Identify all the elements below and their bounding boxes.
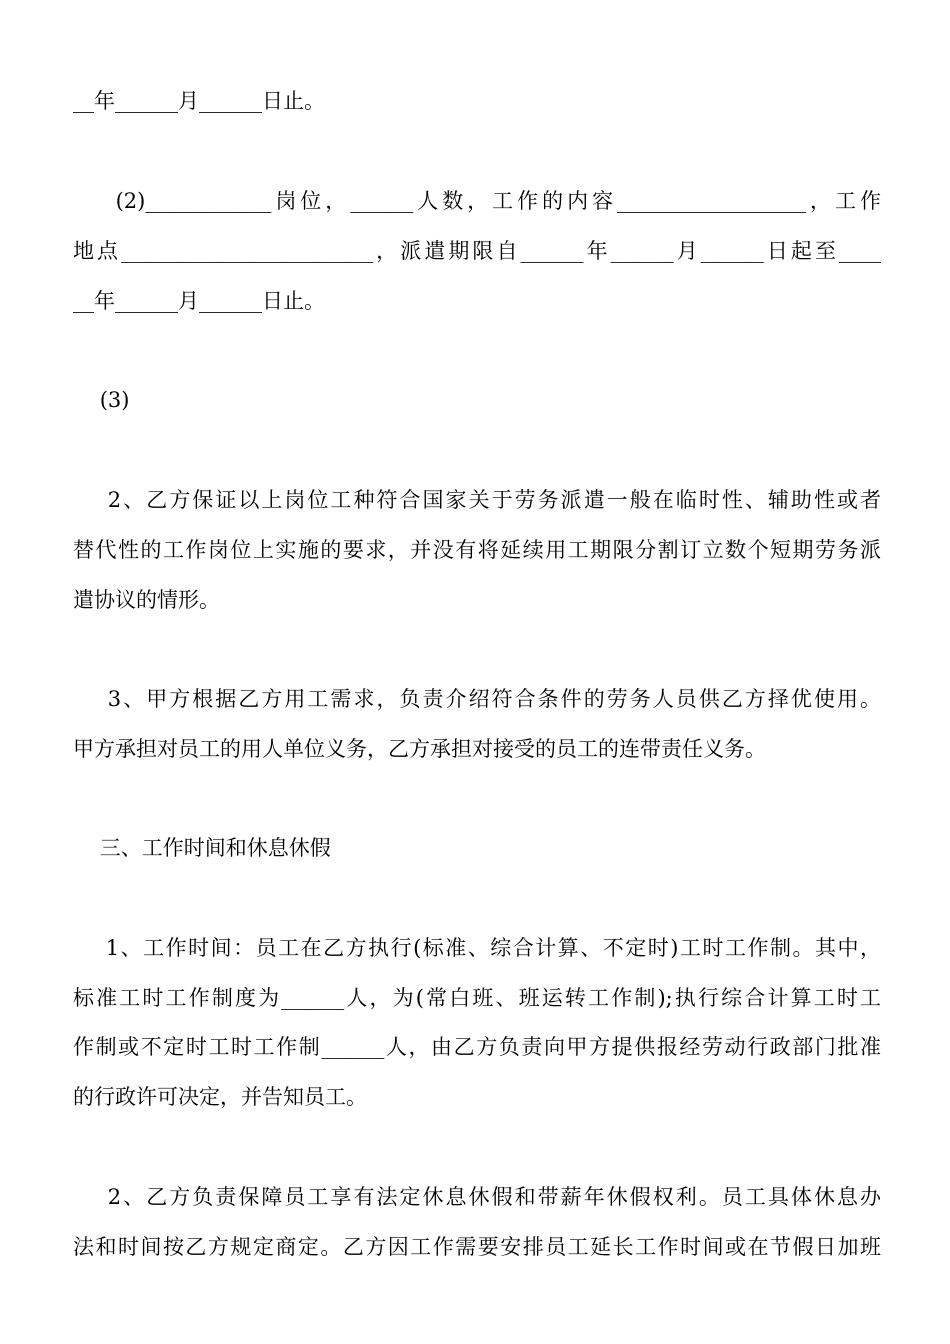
- section-heading: 三、工作时间和休息休假: [73, 836, 331, 860]
- text-line: 替代性的工作岗位上实施的要求，并没有将延续用工期限分割订立数个短期劳务派: [73, 538, 881, 562]
- text-line: __年______月______日止。: [73, 289, 325, 313]
- text-line: 甲方承担对员工的用人单位义务，乙方承担对接受的员工的连带责任义务。: [73, 737, 766, 761]
- text-line: 3、甲方根据乙方用工需求，负责介绍符合条件的劳务人员供乙方择优使用。: [73, 687, 881, 711]
- text-line: 遣协议的情形。: [73, 588, 220, 612]
- text-line: 法和时间按乙方规定商定。乙方因工作需要安排员工延长工作时间或在节假日加班: [73, 1235, 881, 1259]
- text-line: (2)____________岗位，______人数，工作的内容__________________，工作: [73, 189, 881, 213]
- text-line: 2、乙方负责保障员工享有法定休息休假和带薪年休假权利。员工具体休息办: [73, 1185, 881, 1209]
- text-line: 1、工作时间：员工在乙方执行(标准、综合计算、不定时)工时工作制。其中，: [73, 936, 881, 960]
- text-line: 2、乙方保证以上岗位工种符合国家关于劳务派遣一般在临时性、辅助性或者: [73, 488, 881, 512]
- text-line: 的行政许可决定，并告知员工。: [73, 1085, 367, 1109]
- text-line: (3): [73, 388, 130, 412]
- text-line: 作制或不定时工时工作制______人，由乙方负责向甲方提供报经劳动行政部门批准: [73, 1035, 881, 1059]
- text-line: __年______月______日止。: [73, 89, 325, 113]
- text-line: 地点________________________，派遣期限自______年______月______日起至____: [73, 239, 881, 263]
- text-line: 标准工时工作制度为______人，为(常白班、班运转工作制);执行综合计算工时工: [73, 986, 881, 1010]
